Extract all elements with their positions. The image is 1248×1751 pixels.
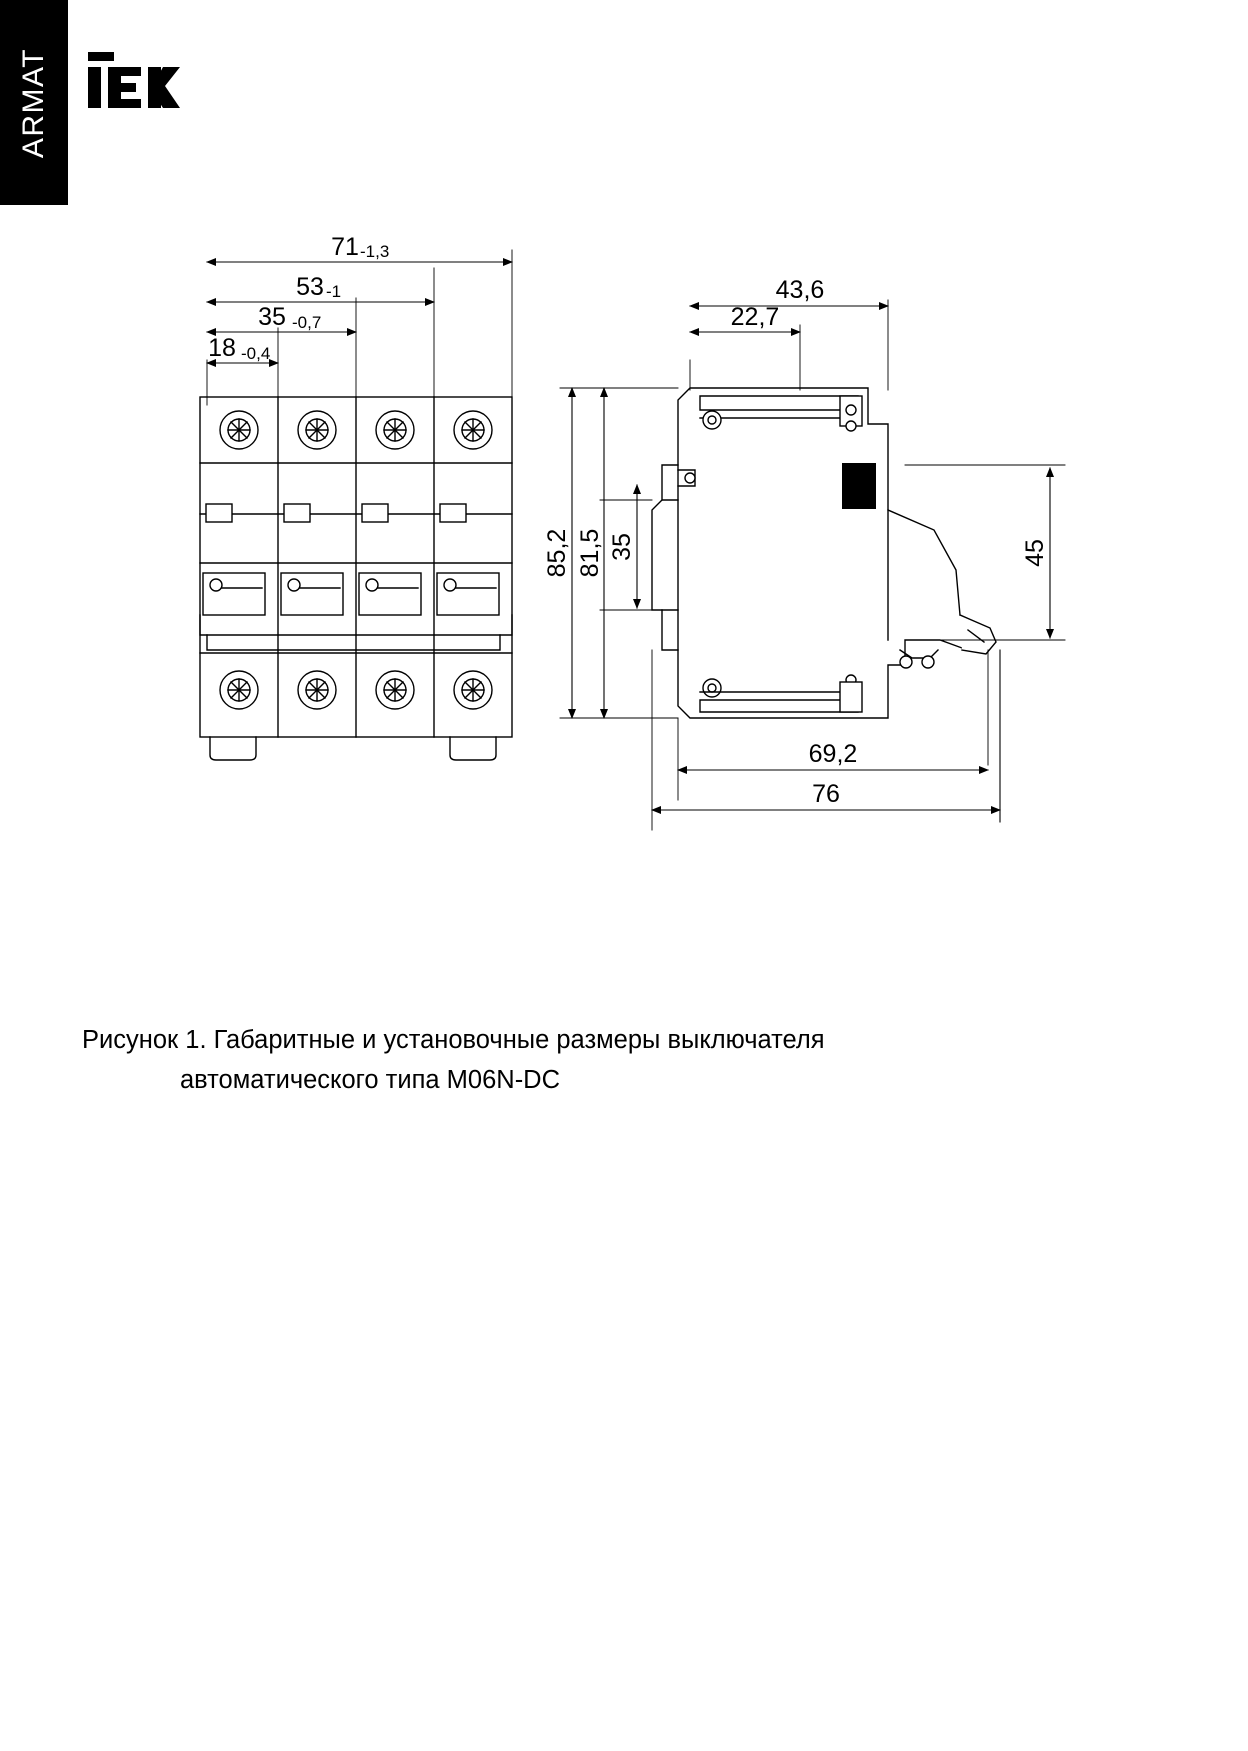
dimension-35-tolerance: -0,7 (292, 313, 322, 332)
figure-caption-line-1: Рисунок 1. Габаритные и установочные размеры выключателя (82, 1026, 825, 1054)
technical-drawing (0, 210, 1248, 890)
brand-tab (0, 0, 68, 205)
dimension-35: 35 (258, 303, 286, 331)
front-view-body (200, 397, 512, 760)
dimension-18-tolerance: -0,4 (241, 344, 271, 363)
brand-tab-label: ARMAT (17, 47, 50, 158)
figure-caption (82, 1020, 1082, 1100)
dimension-71: 71 (331, 233, 359, 261)
dimension-76: 76 (812, 780, 840, 808)
dimension-53: 53 (296, 273, 324, 301)
dimension-18: 18 (208, 334, 236, 362)
dimension-69-2: 69,2 (808, 740, 858, 768)
dimension-22-7: 22,7 (730, 303, 780, 331)
dimension-53-tolerance: -1 (326, 282, 342, 301)
dimension-81-5: 81,5 (576, 528, 604, 578)
figure-caption-line-2: автоматического типа M06N-DC (180, 1066, 561, 1094)
dimension-71-tolerance: -1,3 (360, 242, 390, 261)
dimension-35-depth: 35 (608, 533, 636, 561)
iek-logo (88, 52, 192, 108)
front-view-dimension-labels (208, 233, 389, 363)
dimension-85-2: 85,2 (543, 528, 571, 578)
dimension-43-6: 43,6 (775, 276, 825, 304)
side-view-body (652, 388, 996, 718)
dimension-45: 45 (1021, 539, 1049, 567)
